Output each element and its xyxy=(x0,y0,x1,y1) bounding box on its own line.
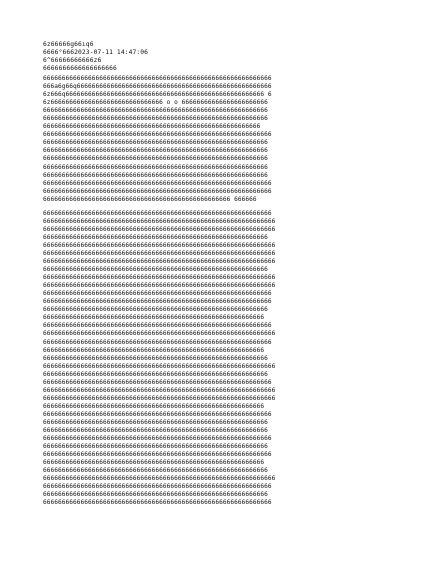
text-line: 66666666666666666666666666666666666666666666666666666666666666 xyxy=(43,386,276,394)
text-line: 666666666666666666666666666666666666666666666666666666666666 xyxy=(43,427,268,435)
text-line: 666666666666666666666666666666666666666666666666666666666666 xyxy=(43,233,268,241)
text-line: 66666666666666666666666666666666666666666666666666666666666666 xyxy=(43,475,276,483)
text-line: 66666666666666666666666666666666666666666666666666666666666666 xyxy=(43,362,276,370)
text-line: 66666666666666666666666666666666666666666666666666666666666666 xyxy=(43,282,276,290)
paragraph-1 xyxy=(43,75,405,204)
header-line: 6^66666666666z6 xyxy=(43,57,102,64)
document-header xyxy=(43,41,413,73)
text-line: 6666666666666666666666666666666666666666666666666666666666666 xyxy=(43,179,272,187)
text-line: 666666666666666666666666666666666666666666666666666666666666 xyxy=(43,354,268,362)
text-line: 6666666666666666666666666666666666666666666666666666666666666 xyxy=(43,187,272,195)
text-line: 6666666666666666666666666666666666666666666666666666666666666 xyxy=(43,435,272,443)
text-line: 6666666666666666666666666666666666666666666666666666666666666 xyxy=(43,75,272,82)
text-line: 6666666666666666666666666666666666666666666666666666666666666 xyxy=(43,290,272,298)
header-timestamp-line: 6666°6662023-07-11 14:47:06 xyxy=(43,49,149,56)
text-line: 666666666666666666666666666666666666666666666666666666666666 xyxy=(43,163,268,171)
text-line: 666666666666666666666666666666666666666666666666666666666666 xyxy=(43,147,268,155)
text-line: 6666666666666666666666666666666666666666666666666666666666666 xyxy=(43,483,272,491)
text-line: 66666666666666666666666666666666666666666666666666666666666666 xyxy=(43,225,276,233)
text-line: 666666666666666666666666666666666666666666666666666666666666 xyxy=(43,266,268,274)
text-line: 66666666666666666666666666666666666666666666666666666666666666 xyxy=(43,217,276,225)
text-line: 66666666666666666666666666666666666666666666666666666666666666 xyxy=(43,330,276,338)
text-line: 66666666666666666666666666666666666666666666666666666666666 xyxy=(43,402,265,410)
text-line: 6666666666666666666666666666666666666666666666666666666666666 xyxy=(43,209,272,217)
text-line: 666666666666666666666666666666666666666666666666666666666666 xyxy=(43,107,268,115)
text-line: 6666666666666666666666666666666666666666666666666666666666666 xyxy=(43,451,272,459)
text-line: 666666666666666666666666666666666666666666666666666666666666 xyxy=(43,443,268,451)
text-line: 6666666666666666666666666666666666666666666666666666666666666 xyxy=(43,378,272,386)
text-line: 666a6g66q6666666666666666666666666666666666666666666666666666 xyxy=(43,83,272,91)
text-line: 666666666666666666666666666666666666666666666666666666666666 xyxy=(43,306,268,314)
text-line: 66666666666666666666666666666666666666666666666666666666666666 xyxy=(43,274,276,282)
text-line: 66666666666666666666666666666666666666666666666666 666666 xyxy=(43,195,257,203)
text-line: 66666666666666666666666666666666666666666666666666666666666666 xyxy=(43,258,276,266)
text-line: 66666666666666666666666666666666666666666666666666666666666 xyxy=(43,346,265,354)
text-line: 66666666666666666666666666666666666666666666666666666666666666 xyxy=(43,394,276,402)
text-line: 666666666666666666666666666666666666666666666666666666666666 xyxy=(43,491,268,499)
text-line: 6z666q66666666666666666666666666666666666666666666666666666 6 xyxy=(43,91,272,99)
text-line: 6666666666666666666666666666666666666666666666666666666666666 xyxy=(43,338,272,346)
text-line: 6666666666666666666666666666666666666666666666666666666666 xyxy=(43,123,261,131)
text-line: 66666666666666666666666666666666666666666666666666666666666666 xyxy=(43,249,276,257)
header-line: 6z66666g66ıq6 xyxy=(43,41,94,48)
paragraph-2 xyxy=(43,210,405,508)
text-line: 666666666666666666666666666666666666666666666666666666666666 xyxy=(43,171,268,179)
header-line: 6666666666666666666 xyxy=(43,65,117,72)
text-line: 666666666666666666666666666666666666666666666666666666666666 xyxy=(43,115,268,123)
text-line: 666666666666666666666666666666666666666666666666666666666666 xyxy=(43,370,268,378)
document-body xyxy=(43,75,405,507)
text-line: 6666666666666666666666666666666666666666666666666666666666666 xyxy=(43,410,272,418)
text-line: 6666666666666666666666666666666666666666666666666666666666666 xyxy=(43,322,272,330)
text-line: 66666666666666666666666666666666666666666666666666666666666 xyxy=(43,314,265,322)
text-line: 6z666666666666666666666666666666 o o 66666666666666666666666 xyxy=(43,99,268,107)
text-line: 666666666666666666666666666666666666666666666666666666666666 xyxy=(43,155,268,163)
text-line: 6666666666666666666666666666666666666666666666666666666666666 xyxy=(43,499,272,507)
text-line: 66666666666666666666666666666666666666666666666666666666666 xyxy=(43,459,265,467)
text-line: 666666666666666666666666666666666666666666666666666666666666 xyxy=(43,467,268,475)
text-line: 66666666666666666666666666666666666666666666666666666666666666 xyxy=(43,241,276,249)
text-line: 666666666666666666666666666666666666666666666666666666666666 xyxy=(43,139,268,147)
text-line: 6666666666666666666666666666666666666666666666666666666666666 xyxy=(43,298,272,306)
text-line: 6666666666666666666666666666666666666666666666666666666666666 xyxy=(43,131,272,139)
text-line: 666666666666666666666666666666666666666666666666666666666666 xyxy=(43,418,268,426)
